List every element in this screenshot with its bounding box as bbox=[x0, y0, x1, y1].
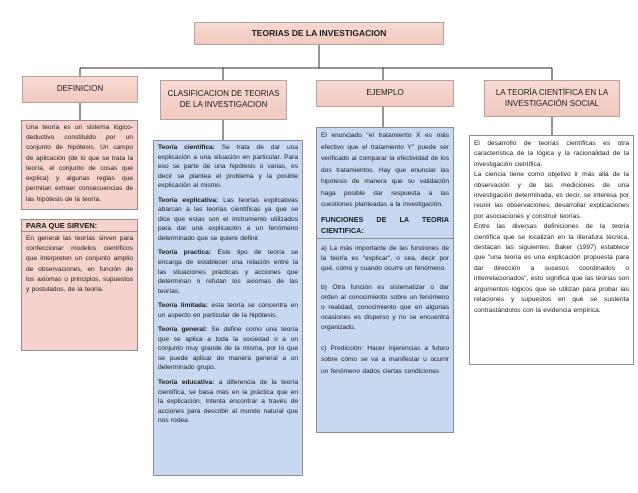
clasificacion-list bbox=[154, 141, 302, 433]
funcion-a: a) La más importante de las funciones de la teoría es "explicar", o sea, decir por qué, cómo y cuando ocurre un fenómeno. bbox=[321, 244, 449, 272]
ejemplo-header bbox=[316, 80, 454, 107]
investigacion-social-paragraph-1: El desarrollo de teorías científicas es otra característica de la lógica y la racionalidad de la investigación científica. bbox=[474, 140, 629, 168]
ejemplo-text: El enunciado "el tratamiento X es más efectivo que el tratamiento Y" puede ser verificado al comparar la efectividad de los dos tratamientos. Hay que enunciar las hipótesis de manera que su validación haga posible dar respuesta a las cuestiones planteadas a la investigación. bbox=[321, 132, 449, 209]
investigacion-social-header-text: LA TEORÍA CIENTÍFICA EN LA INVESTIGACIÓN SOCIAL bbox=[495, 87, 609, 108]
definicion-header-text: DEFINICION bbox=[56, 84, 104, 94]
definicion-box bbox=[21, 120, 138, 210]
definicion-text: Una teoría es un sistema lógico-deductivo constituido por un conjunto de hipótesis. Un campo de aplicación (de lo que se trata la teoría, el conjunto de cosas que explica) y algunas reglas que permitan extraer consecuencias de las hipótesis de la teoría. bbox=[26, 124, 133, 203]
definicion-header bbox=[22, 76, 138, 103]
clasificacion-header-text: CLASIFICACION DE TEORIAS DE LA INVESTIGACION bbox=[167, 89, 280, 109]
clasificacion-box bbox=[153, 140, 303, 476]
investigacion-social-box bbox=[469, 135, 634, 365]
investigacion-social-paragraph-2: La ciencia tiene como objetivo ir más allá de la observación y de las mediciones de una investigación determinada, es decir, se interesa por reunir las observaciones, desarrollar explicaciones por asociaciones y construir teorías. bbox=[474, 171, 629, 220]
funciones-header: FUNCIONES DE LA TEORIA CIENTIFICA: bbox=[317, 213, 453, 239]
teoria-explicativa-item: Teoría explicativa: Las teorías explicativas abarcan a las teorías científicas ya que se dice que estas son el instrumento utilizados para dar una explicación a un fenómeno determinado que se quiere definir. bbox=[158, 196, 298, 242]
investigacion-social-text bbox=[470, 136, 633, 318]
para-que-sirven-box bbox=[21, 219, 138, 351]
ejemplo-header-text: EJEMPLO bbox=[366, 88, 404, 98]
teoria-general-item: Teoría general: Se define como una teoría que se aplica a toda la sociedad o a un conjunto muy grande de la misma, por lo que se puede aplicar de manera general a un determinado grupo. bbox=[158, 326, 298, 372]
clasificacion-header bbox=[160, 80, 287, 120]
investigacion-social-paragraph-3: Entre las diversas definiciones de la teoría científica que se localizan en la literatura técnica, destacan las siguientes: Baker (1997) establece que "una teoría es una explicación propuesta para dar dirección a sucesos coordinados o interrelacionados", esto significa que las teorías son argumentos lógicos que se utilizan para probar las relaciones y supuestos en que se sustenta contrastándolos con la evidencia empírica. bbox=[474, 223, 629, 314]
teoria-cientifica-item: Teoría científica: Se trata de dar una explicación a una situación en particular. Para eso se parte de una hipótesis o varias, es decir se plantea el problema y la posible explicación al mismo. bbox=[158, 144, 298, 190]
para-que-sirven-header: PARA QUE SIRVEN: bbox=[22, 220, 137, 232]
para-que-sirven-text: En general las teorías sirven para confeccionar modelos científicos que interpreten un conjunto amplio de observaciones, en función de los axiomas o principios, supuestos y postulados, de la teoría. bbox=[26, 235, 133, 294]
ejemplo-box bbox=[316, 127, 454, 433]
diagram-title bbox=[194, 22, 444, 45]
investigacion-social-header bbox=[484, 80, 620, 117]
funcion-b: b) Otra función es sistematizar o dar orden al conocimiento sobre un fenómeno o realidad, conocimiento que en algunas ocasiones es disperso y no se encuentra organizado. bbox=[321, 284, 449, 331]
teoria-practica-item: Teoría practica: Este tipo de teoría se encarga de establecer una relación entre la las situaciones prácticas y acciones que determinan o refutan los axiomas de las teorías. bbox=[158, 249, 298, 295]
diagram-title-text: TEORIAS DE LA INVESTIGACION bbox=[251, 27, 387, 38]
teoria-limitada-item: Teoría limitada: esta teoría se concentra en un aspecto en particular de la hipótesis. bbox=[158, 302, 298, 319]
teoria-educativa-item: Teoría educativa: a diferencia de la teoría científica, se basa más en la práctica que en la explicación. Intenta encontrar a través de acciones para describir al mundo natural que nos rodea. bbox=[158, 379, 298, 425]
funcion-c: c) Predicción: Hacer injerencias a futuro sobre cómo se va a manifestar u ocurrir un fenómeno dados ciertas condiciones bbox=[321, 344, 449, 375]
